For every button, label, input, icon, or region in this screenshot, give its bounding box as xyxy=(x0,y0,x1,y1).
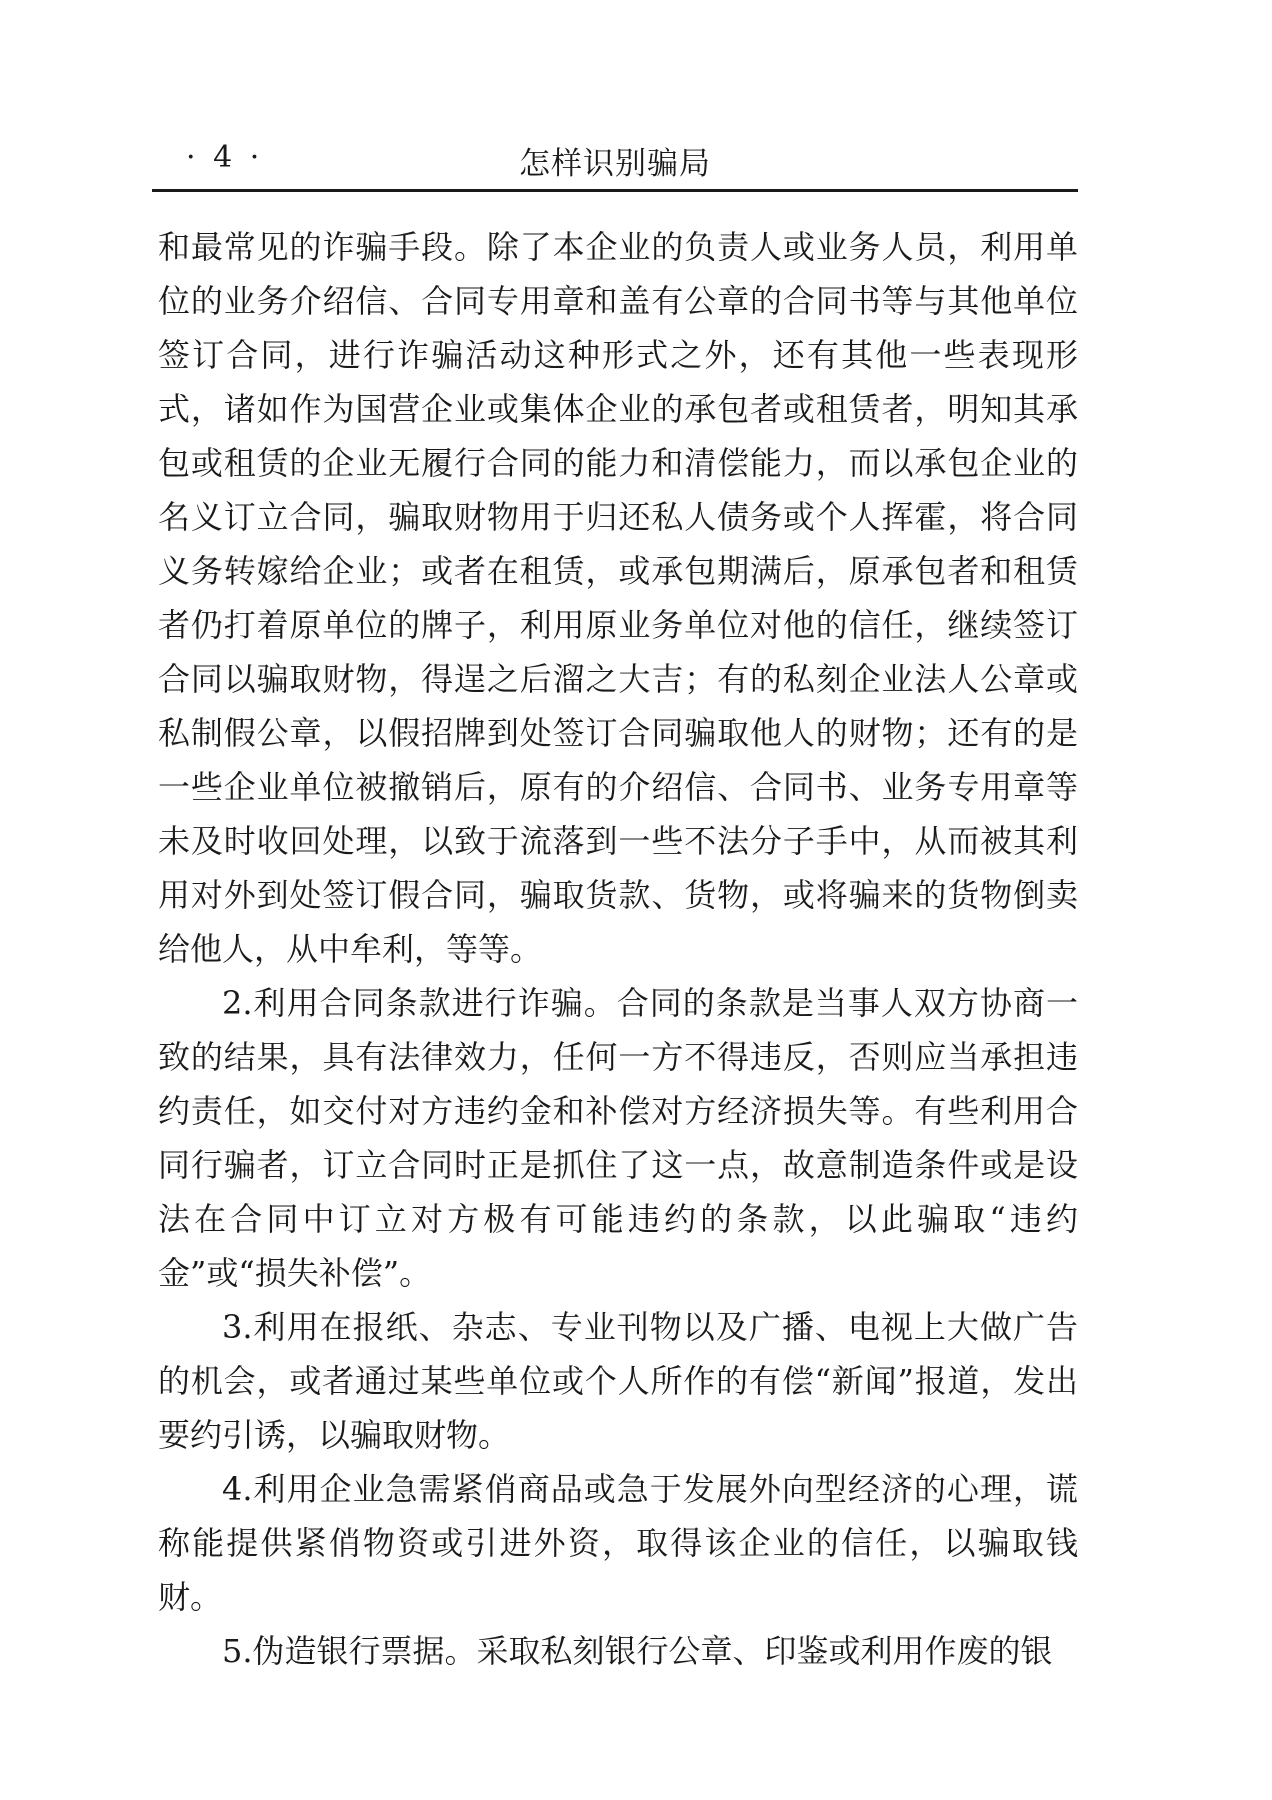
body-text xyxy=(158,220,1078,1678)
paragraph-item-5: 5.伪造银行票据。采取私刻银行公章、印鉴或利用作废的银 xyxy=(222,1632,1053,1670)
paragraph-item-2: 2.利用合同条款进行诈骗。合同的条款是当事人双方协商一致的结果，具有法律效力，任何一方不得违反，否则应当承担违约责任，如交付对方违约金和补偿对方经济损失等。有些利用合同行骗者，订立合同时正是抓住了这一点，故意制造条件或是设法在合同中订立对方极有可能违约的条款，以此骗取“违约金”或“损失补偿”。 xyxy=(158,984,1078,1292)
page-number: · 4 · xyxy=(186,140,264,175)
paragraph-item-3: 3.利用在报纸、杂志、专业刊物以及广播、电视上大做广告的机会，或者通过某些单位或个人所作的有偿“新闻”报道，发出要约引诱，以骗取财物。 xyxy=(158,1308,1078,1454)
paragraph-continued: 和最常见的诈骗手段。除了本企业的负责人或业务人员，利用单位的业务介绍信、合同专用章和盖有公章的合同书等与其他单位签订合同，进行诈骗活动这种形式之外，还有其他一些表现形式，诸如作为国营企业或集体企业的承包者或租赁者，明知其承包或租赁的企业无履行合同的能力和清偿能力，而以承包企业的名义订立合同，骗取财物用于归还私人债务或个人挥霍，将合同义务转嫁给企业；或者在租赁，或承包期满后，原承包者和租赁者仍打着原单位的牌子，利用原业务单位对他的信任，继续签订合同以骗取财物，得逞之后溜之大吉；有的私刻企业法人公章或私制假公章，以假招牌到处签订合同骗取他人的财物；还有的是一些企业单位被撤销后，原有的介绍信、合同书、业务专用章等未及时收回处理，以致于流落到一些不法分子手中，从而被其利用对外到处签订假合同，骗取货款、货物，或将骗来的货物倒卖给他人，从中牟利，等等。 xyxy=(158,228,1078,968)
running-title: 怎样识别骗局 xyxy=(519,146,711,182)
paragraph-item-4: 4.利用企业急需紧俏商品或急于发展外向型经济的心理，谎称能提供紧俏物资或引进外资，取得该企业的信任，以骗取钱财。 xyxy=(158,1470,1078,1616)
header-rule xyxy=(152,189,1078,192)
page-header xyxy=(152,136,1078,186)
